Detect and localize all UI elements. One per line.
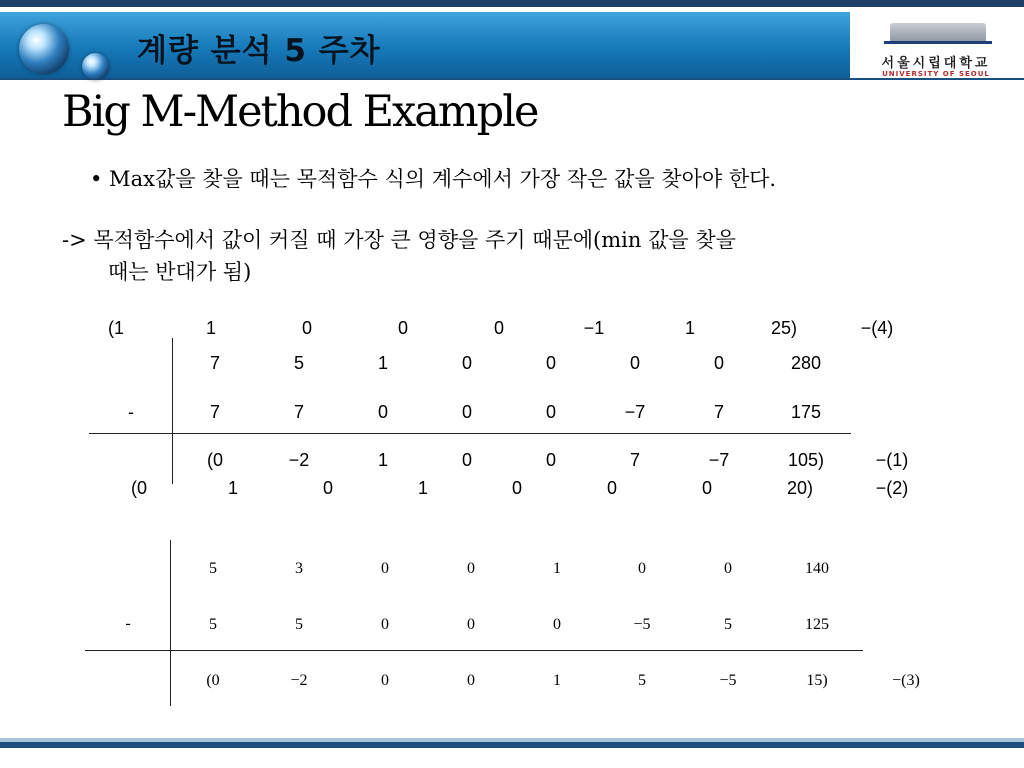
cell: 0 [381,560,389,577]
cell: 175 [790,402,822,422]
cell: −7 [624,402,646,422]
row-label: −(3) [892,672,920,689]
cell: 7 [713,402,725,422]
logo-emblem [890,23,986,43]
small-globe-icon [82,53,109,80]
cell: 105) [787,450,825,470]
cell: −2 [290,672,308,689]
cell: 1 [205,318,217,338]
cell: 280 [790,353,822,373]
cell: 0 [553,616,561,633]
cell: −5 [719,672,737,689]
horizontal-rule [85,650,863,651]
cell: 5 [293,353,305,373]
cell: (0 [206,672,220,689]
cell: −1 [583,318,605,338]
cell: 0 [713,353,725,373]
minus-sign: - [128,402,134,422]
cell: 5 [638,672,646,689]
cell: 0 [461,402,473,422]
arrow-note-line1: -> 목적함수에서 값이 커질 때 가장 큰 영향을 주기 때문에(min 값을 찾을 [62,228,736,252]
logo-korean-name: 서울시립대학교 [881,56,991,71]
footer-dark-stripe [0,742,1024,748]
cell: 1 [417,478,429,498]
globe-icon [19,24,69,74]
cell: 0 [606,478,618,498]
course-title: 계량 분석 5 주차 [137,33,381,69]
cell: 0 [701,478,713,498]
vertical-rule [170,540,171,706]
arrow-note-line2: 때는 반대가 됨) [108,260,252,284]
cell: 0 [461,353,473,373]
cell: 125 [805,616,829,633]
cell: 0 [545,450,557,470]
top-stripe [0,0,1024,7]
cell: 0 [467,616,475,633]
cell: 5 [724,616,732,633]
cell: 0 [545,353,557,373]
cell: 0 [381,616,389,633]
cell: 0 [397,318,409,338]
cell: (0 [130,478,148,498]
cell: 0 [381,672,389,689]
cell: 0 [461,450,473,470]
university-logo [856,19,1016,81]
cell: 1 [553,672,561,689]
logo-english-name: UNIVERSITY OF SEOUL [882,70,990,78]
cell: 7 [629,450,641,470]
cell: 1 [227,478,239,498]
header-bar [0,12,850,78]
cell: 7 [209,402,221,422]
cell: 0 [301,318,313,338]
cell: 1 [377,450,389,470]
arrow-note [62,224,736,288]
cell: (0 [206,450,224,470]
cell: 0 [493,318,505,338]
cell: 140 [805,560,829,577]
row-label: −(1) [875,450,909,470]
cell: −2 [288,450,310,470]
cell: 0 [467,560,475,577]
row-label: −(4) [860,318,894,338]
cell: 5 [209,616,217,633]
cell: 7 [293,402,305,422]
vertical-rule [172,338,173,484]
cell: 0 [724,560,732,577]
logo-band [884,41,992,44]
cell: 1 [553,560,561,577]
slide-title: Big M-Method Example [62,87,538,137]
cell: 0 [638,560,646,577]
cell: 3 [295,560,303,577]
cell: 0 [545,402,557,422]
minus-sign: - [125,615,131,632]
cell: 7 [209,353,221,373]
cell: 1 [377,353,389,373]
slide-header [0,7,1024,81]
cell: (1 [107,318,125,338]
cell: 0 [377,402,389,422]
cell: 1 [684,318,696,338]
cell: 0 [511,478,523,498]
cell: 15) [806,672,828,689]
row-label: −(2) [875,478,909,498]
cell: 25) [770,318,798,338]
cell: 0 [322,478,334,498]
cell: 0 [629,353,641,373]
cell: 20) [786,478,814,498]
cell: 0 [467,672,475,689]
cell: −5 [633,616,651,633]
cell: 5 [295,616,303,633]
bullet-text: • Max값을 찾을 때는 목적함수 식의 계수에서 가장 작은 값을 찾아야 한다. [90,167,777,191]
horizontal-rule [89,433,851,434]
cell: −7 [708,450,730,470]
cell: 5 [209,560,217,577]
